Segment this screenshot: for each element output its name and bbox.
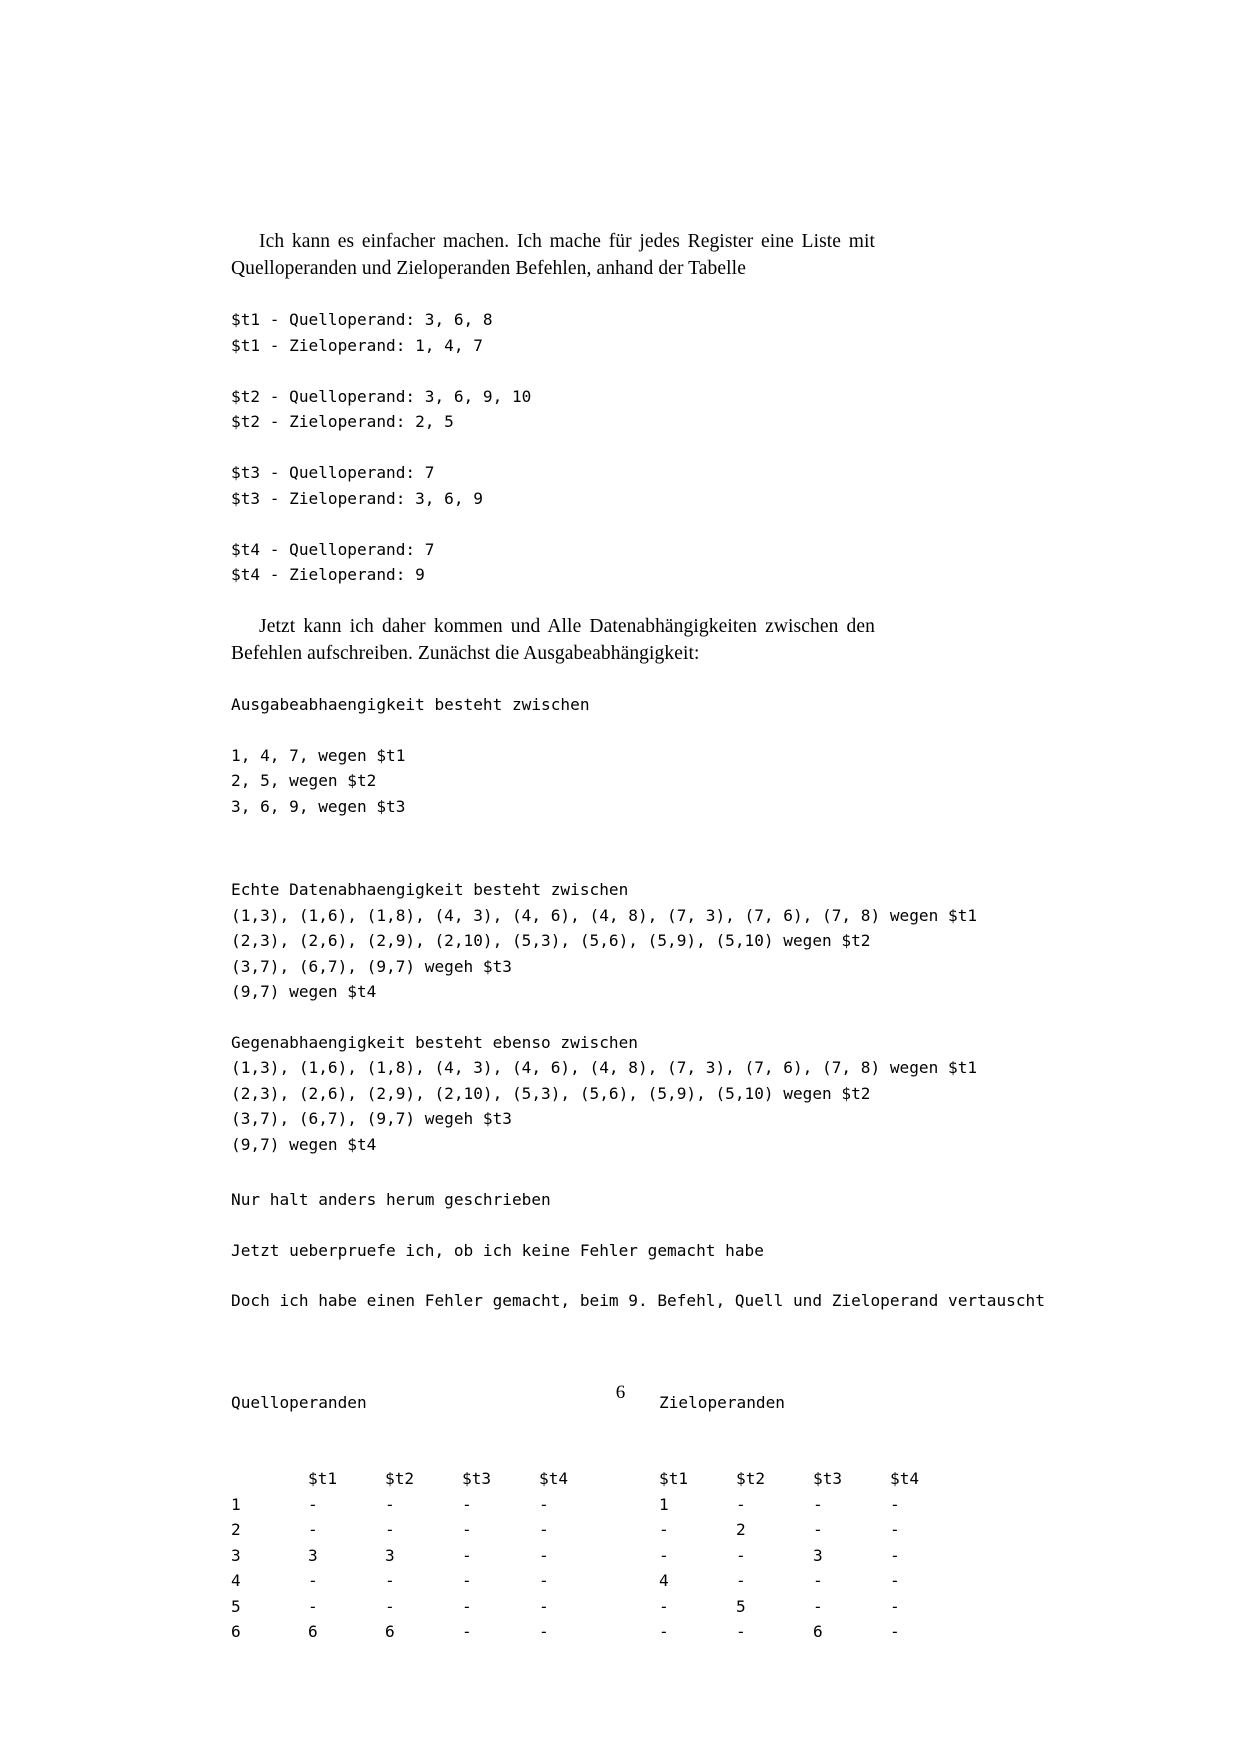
- row-index-header: [231, 1466, 308, 1492]
- cell: 6: [385, 1622, 395, 1641]
- cell: -: [890, 1494, 900, 1514]
- cell: -: [462, 1545, 472, 1565]
- cell: -: [539, 1571, 549, 1590]
- table-row: [231, 1594, 616, 1620]
- echte-line-3: (3,7), (6,7), (9,7) wegeh $t3: [231, 956, 512, 976]
- echte-line-2: (2,3), (2,6), (2,9), (2,10), (5,3), (5,6), (5,9), (5,10) wegen $t2: [231, 931, 871, 950]
- spacer: [231, 588, 1111, 613]
- gegen-line-2: (2,3), (2,6), (2,9), (2,10), (5,3), (5,6), (5,9), (5,10) wegen $t2: [231, 1083, 871, 1103]
- row-index: 2: [231, 1520, 241, 1539]
- cell: -: [813, 1494, 823, 1514]
- cell: -: [462, 1596, 472, 1616]
- cell: -: [890, 1571, 900, 1590]
- cell: -: [385, 1596, 395, 1616]
- echte-line-1: (1,3), (1,6), (1,8), (4, 3), (4, 6), (4, 8), (7, 3), (7, 6), (7, 8) wegen $t1: [231, 905, 978, 925]
- echte-heading: Echte Datenabhaengigkeit besteht zwischen: [231, 880, 629, 899]
- column-header-t3: $t3: [462, 1469, 492, 1488]
- cell: -: [385, 1520, 395, 1539]
- quelloperanden-caption: Quelloperanden: [231, 1392, 367, 1412]
- quelloperanden-table: [231, 1466, 616, 1645]
- register-list-t4-ziel: $t4 - Zieloperand: 9: [231, 565, 425, 584]
- cell: 2: [736, 1520, 746, 1539]
- note-anders-herum: Nur halt anders herum geschrieben: [231, 1190, 551, 1209]
- table-row: [231, 1619, 616, 1645]
- spacer: [231, 1314, 1111, 1339]
- cell: 3: [385, 1545, 395, 1565]
- spacer: [231, 667, 1111, 692]
- table-header-row: [659, 1466, 967, 1492]
- cell: 3: [813, 1545, 823, 1565]
- cell: -: [736, 1571, 746, 1590]
- cell: 6: [308, 1622, 318, 1641]
- row-index: -: [659, 1596, 669, 1616]
- row-index: -: [659, 1545, 669, 1565]
- blank-line: [231, 511, 1111, 537]
- column-header-t2: $t2: [736, 1469, 766, 1488]
- cell: -: [736, 1622, 746, 1641]
- page-content: [231, 228, 1111, 1696]
- cell: -: [539, 1622, 549, 1641]
- cell: -: [462, 1571, 472, 1590]
- cell: -: [308, 1596, 318, 1616]
- register-list-t1-quelle: $t1 - Quelloperand: 3, 6, 8: [231, 310, 493, 329]
- column-header-t1: $t1: [308, 1469, 338, 1488]
- cell: 6: [813, 1622, 823, 1641]
- zieloperanden-table: [659, 1466, 967, 1645]
- cell: -: [462, 1494, 472, 1514]
- cell: -: [890, 1545, 900, 1565]
- cell: -: [890, 1622, 900, 1641]
- spacer: [231, 1263, 1111, 1288]
- table-row: [659, 1543, 967, 1569]
- table-header-row: [231, 1466, 616, 1492]
- row-index: -: [659, 1622, 669, 1641]
- cell: -: [890, 1520, 900, 1539]
- spacer: [231, 1213, 1111, 1238]
- cell: -: [539, 1596, 549, 1616]
- cell: -: [308, 1520, 318, 1539]
- gegen-line-3: (3,7), (6,7), (9,7) wegeh $t3: [231, 1109, 512, 1128]
- cell: -: [736, 1545, 746, 1565]
- row-index: 3: [231, 1545, 241, 1565]
- spacer: [231, 282, 1111, 307]
- row-index: 6: [231, 1622, 241, 1641]
- spacer: [231, 1157, 1111, 1187]
- paragraph-jetzt: Jetzt kann ich daher kommen und Alle Datenabhängigkeiten zwischen den Befehlen aufschreiben. Zunächst die Ausgabeabhängigkeit:: [231, 615, 875, 664]
- table-row: [659, 1568, 967, 1594]
- gegen-line-4: (9,7) wegen $t4: [231, 1134, 377, 1154]
- ausgabe-line-2: 2, 5, wegen $t2: [231, 771, 377, 790]
- column-header-t4: $t4: [539, 1469, 569, 1488]
- cell: -: [308, 1571, 318, 1590]
- echte-line-4: (9,7) wegen $t4: [231, 982, 377, 1001]
- table-row: [659, 1619, 967, 1645]
- table-row: [231, 1517, 616, 1543]
- register-list-t2-quelle: $t2 - Quelloperand: 3, 6, 9, 10: [231, 386, 532, 406]
- column-header-t1: $t1: [659, 1469, 689, 1488]
- cell: -: [385, 1571, 395, 1590]
- register-list-t3-ziel: $t3 - Zieloperand: 3, 6, 9: [231, 488, 483, 508]
- row-index: 1: [231, 1494, 241, 1514]
- cell: -: [813, 1520, 823, 1539]
- register-list-t3-quelle: $t3 - Quelloperand: 7: [231, 463, 435, 482]
- paragraph-intro: Ich kann es einfacher machen. Ich mache für jedes Register eine Liste mit Quelloperanden und Zieloperanden Befehlen, anhand der Tabelle: [231, 231, 875, 279]
- row-index: 4: [659, 1571, 669, 1590]
- zieloperanden-caption: Zieloperanden: [659, 1392, 785, 1412]
- cell: -: [539, 1545, 549, 1565]
- table-row: [659, 1492, 967, 1518]
- cell: -: [539, 1494, 549, 1514]
- ausgabe-heading: Ausgabeabhaengigkeit besteht zwischen: [231, 694, 590, 714]
- table-row: [659, 1517, 967, 1543]
- cell: -: [462, 1520, 472, 1539]
- cell: -: [462, 1622, 472, 1641]
- note-ueberpruefe: Jetzt ueberpruefe ich, ob ich keine Fehler gemacht habe: [231, 1240, 764, 1260]
- blank-line: [231, 435, 1111, 461]
- column-header-t4: $t4: [890, 1469, 920, 1488]
- blank-line: [231, 717, 1111, 743]
- register-list-t1-ziel: $t1 - Zieloperand: 1, 4, 7: [231, 335, 483, 355]
- cell: 3: [308, 1545, 318, 1565]
- cell: -: [890, 1596, 900, 1616]
- row-index: 1: [659, 1494, 669, 1514]
- register-list-t2-ziel: $t2 - Zieloperand: 2, 5: [231, 412, 454, 431]
- row-index: -: [659, 1520, 669, 1539]
- column-header-t3: $t3: [813, 1469, 843, 1488]
- table-row: [231, 1543, 616, 1569]
- row-index: 5: [231, 1596, 241, 1616]
- row-index: 4: [231, 1571, 241, 1590]
- cell: -: [813, 1571, 823, 1590]
- cell: 5: [736, 1596, 746, 1616]
- cell: -: [539, 1520, 549, 1539]
- cell: -: [385, 1494, 395, 1514]
- table-row: [231, 1568, 616, 1594]
- ausgabe-line-3: 3, 6, 9, wegen $t3: [231, 796, 406, 816]
- table-row: [659, 1594, 967, 1620]
- note-fehler: Doch ich habe einen Fehler gemacht, beim 9. Befehl, Quell und Zieloperand vertauscht: [231, 1291, 1045, 1310]
- gegen-heading: Gegenabhaengigkeit besteht ebenso zwischen: [231, 1032, 638, 1052]
- register-list-t4-quelle: $t4 - Quelloperand: 7: [231, 539, 435, 559]
- cell: -: [308, 1494, 318, 1514]
- spacer: [231, 1005, 1111, 1030]
- table-row: [231, 1492, 616, 1518]
- cell: -: [813, 1596, 823, 1616]
- spacer: [231, 819, 1111, 877]
- ausgabe-line-1: 1, 4, 7, wegen $t1: [231, 745, 406, 765]
- blank-line: [231, 358, 1111, 384]
- gegen-line-1: (1,3), (1,6), (1,8), (4, 3), (4, 6), (4, 8), (7, 3), (7, 6), (7, 8) wegen $t1: [231, 1058, 978, 1077]
- cell: -: [736, 1494, 746, 1514]
- page-number: 6: [615, 1382, 626, 1403]
- column-header-t2: $t2: [385, 1469, 415, 1488]
